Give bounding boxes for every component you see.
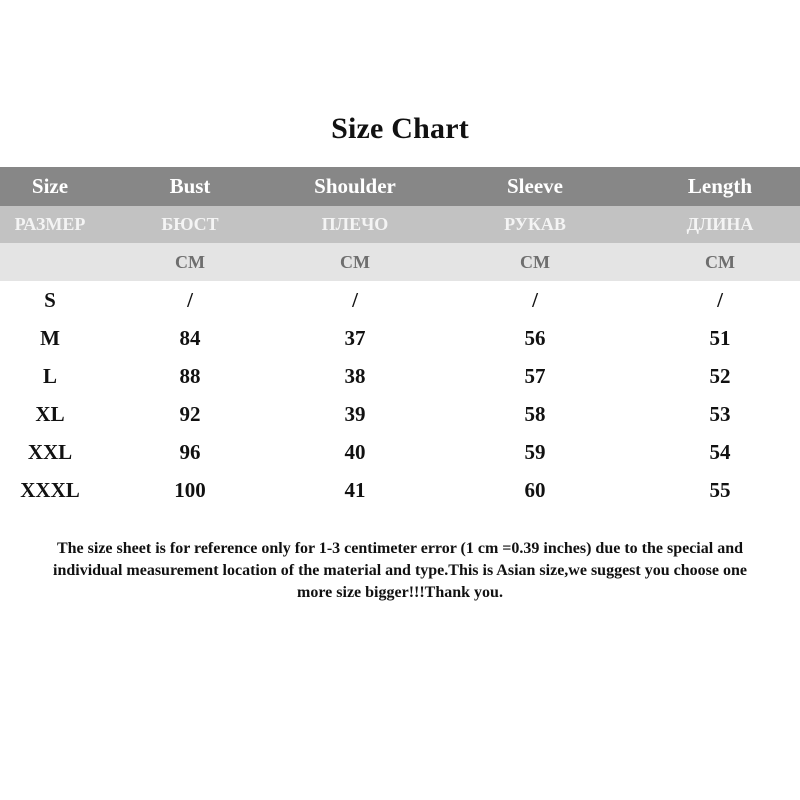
header-ru-bust: БЮСТ [161,214,219,234]
bust-cell: 92 [179,401,201,426]
disclaimer-line: more size bigger!!!Thank you. [297,584,503,601]
header-bust: Bust [169,174,211,198]
size-cell: XXXL [20,477,80,502]
units-row [0,243,800,281]
table-row [0,471,800,509]
header-ru-length: ДЛИНА [686,214,754,234]
chart-title: Size Chart [331,112,469,145]
size-cell: S [44,287,56,312]
size-cell: XL [35,401,65,426]
sleeve-cell: 56 [524,325,546,350]
bust-cell: 96 [179,439,201,464]
size-cell: M [40,325,60,350]
sleeve-cell: 57 [524,363,546,388]
unit-bust: CM [175,251,205,272]
bust-cell: / [187,287,193,312]
size-table [0,167,800,509]
header-ru-size: РАЗМЕР [14,214,86,234]
table-row [0,395,800,433]
header-size: Size [31,174,69,198]
length-cell: / [717,287,723,312]
unit-length: CM [705,251,735,272]
sleeve-cell: 58 [524,401,546,426]
size-disclaimer [0,538,800,604]
unit-shoulder: CM [340,251,370,272]
table-row [0,357,800,395]
bust-cell: 84 [179,325,201,350]
length-cell: 53 [709,401,731,426]
header-ru-shoulder: ПЛЕЧО [321,214,389,234]
table-row [0,433,800,471]
header-sleeve: Sleeve [507,174,563,198]
shoulder-cell: / [352,287,358,312]
length-cell: 54 [709,439,731,464]
table-row [0,319,800,357]
shoulder-cell: 38 [344,363,366,388]
disclaimer-line: individual measurement location of the material and type.This is Asian size,we suggest you choose one [53,562,747,579]
shoulder-cell: 39 [344,401,366,426]
size-cell: L [42,363,57,388]
header-ru-sleeve: РУКАВ [504,214,566,234]
length-cell: 52 [709,363,731,388]
length-cell: 55 [709,477,731,502]
sleeve-cell: 60 [524,477,546,502]
sleeve-cell: 59 [524,439,546,464]
header-row [0,167,800,206]
bust-cell: 100 [174,477,206,502]
table-row [0,281,800,319]
bust-cell: 88 [179,363,201,388]
disclaimer-line: The size sheet is for reference only for 1-3 centimeter error (1 cm =0.39 inches) due to the special and [56,540,743,557]
size-cell: XXL [27,439,73,464]
sleeve-cell: / [532,287,538,312]
unit-sleeve: CM [520,251,550,272]
header-shoulder: Shoulder [314,174,396,198]
shoulder-cell: 41 [344,477,366,502]
unit-size [0,243,100,281]
header-russian-row [0,206,800,243]
header-length: Length [687,174,753,198]
length-cell: 51 [709,325,731,350]
shoulder-cell: 37 [344,325,366,350]
shoulder-cell: 40 [344,439,366,464]
